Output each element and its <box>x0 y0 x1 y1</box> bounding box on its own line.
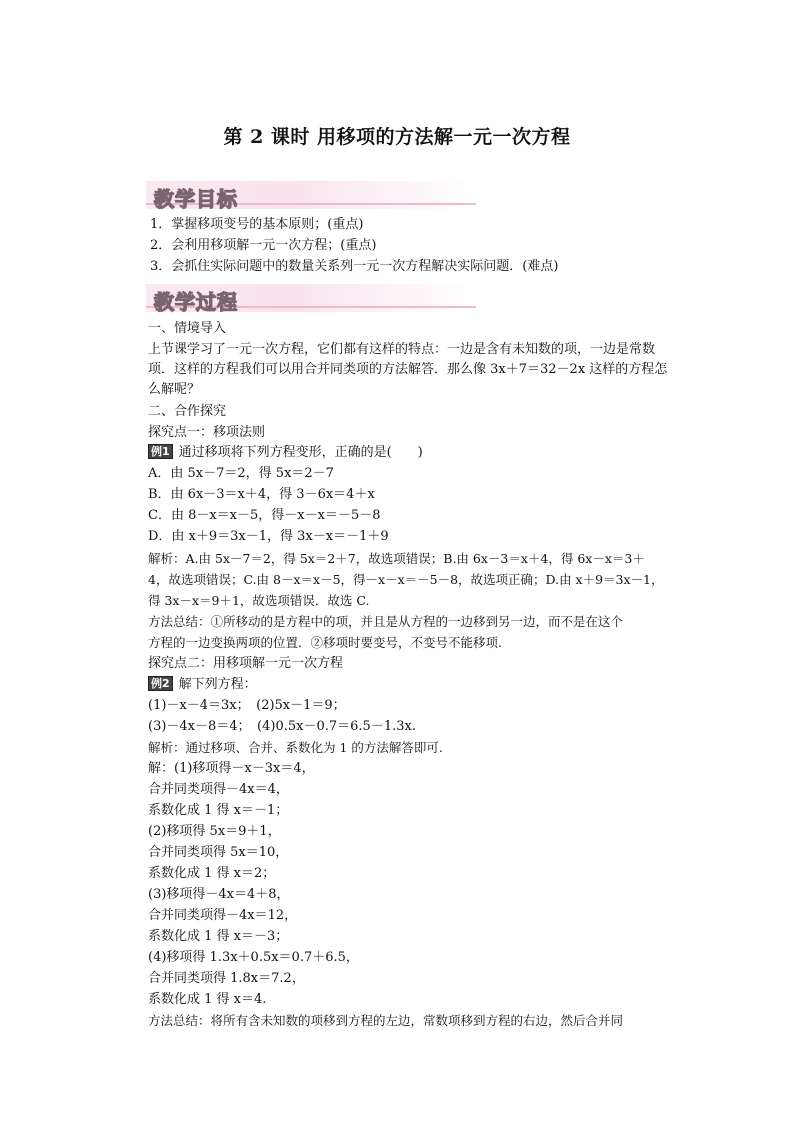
example1-analysis: 4，故选项错误；C.由 8－x＝x－5，得－x－x＝－5－8，故选项正确；D.由 x＋9＝3x－1， <box>148 572 664 587</box>
section-banner-process <box>146 284 476 312</box>
explore-heading: 二、合作探究 <box>148 404 227 419</box>
example1-analysis: 解析：A.由 5x－7＝2，得 5x＝2＋7，故选项错误；B.由 6x－3＝x＋4，得 6x－x＝3＋ <box>148 551 645 566</box>
goal-item: 3．会抓住实际问题中的数量关系列一元一次方程解决实际问题．(难点) <box>150 259 559 274</box>
example2-equations: (3)－4x－8＝4； (4)0.5x－0.7＝6.5－1.3x. <box>148 719 416 734</box>
method-summary-1: 方法总结：①所移动的是方程中的项，并且是从方程的一边移到另一边，而不是在这个 <box>148 614 624 629</box>
example2-badge: 例2 <box>148 676 173 691</box>
solution-line: (2)移项得 5x＝9＋1， <box>148 824 281 839</box>
goal-item: 2．会利用移项解一元一次方程；(重点) <box>150 238 377 253</box>
solution-line: 合并同类项得 1.8x＝7.2， <box>148 971 305 986</box>
solution-line: 系数化成 1 得 x＝4. <box>148 992 267 1007</box>
solution-line: 合并同类项得－4x＝12， <box>148 908 298 923</box>
example1-stem: 例1 通过移项将下列方程变形，正确的是( ) <box>148 444 423 462</box>
example2-analysis: 解析：通过移项、合并、系数化为 1 的方法解答即可. <box>148 740 443 755</box>
solution-line: 合并同类项得－4x＝4， <box>148 782 289 797</box>
solution-line: (3)移项得－4x＝4＋8， <box>148 887 290 902</box>
point1-heading: 探究点一：移项法则 <box>148 425 266 440</box>
option-b: B．由 6x－3＝x＋4，得 3－6x＝4＋x <box>148 487 375 502</box>
option-d: D．由 x＋9＝3x－1，得 3x－x＝－1＋9 <box>148 529 389 544</box>
section-banner-goals <box>146 181 476 209</box>
method-summary-1: 方程的一边变换两项的位置．②移项时要变号，不变号不能移项. <box>148 635 502 650</box>
solution-line: (4)移项得 1.3x＋0.5x＝0.7＋6.5， <box>148 950 359 965</box>
solution-line: 解：(1)移项得－x－3x＝4， <box>148 761 315 776</box>
solution-line: 系数化成 1 得 x＝2； <box>148 866 276 881</box>
example2-stem: 例2 解下列方程： <box>148 676 257 694</box>
example1-analysis: 得 3x－x＝9＋1，故选项错误．故选 C. <box>148 593 370 608</box>
example1-badge: 例1 <box>148 444 173 459</box>
section-heading-goals: 教学目标 <box>154 187 238 211</box>
goal-item: 1．掌握移项变号的基本原则；(重点) <box>150 217 364 232</box>
point2-heading: 探究点二：用移项解一元一次方程 <box>148 656 344 671</box>
solution-line: 系数化成 1 得 x＝－1； <box>148 803 289 818</box>
section-heading-process: 教学过程 <box>154 290 238 314</box>
option-a: A．由 5x－7＝2，得 5x＝2－7 <box>148 466 334 481</box>
solution-line: 系数化成 1 得 x＝－3； <box>148 929 289 944</box>
intro-paragraph: 上节课学习了一元一次方程，它们都有这样的特点：一边是含有未知数的项，一边是常数项．这样的方程我们可以用合并同类项的方法解答．那么像 3x＋7＝32－2x 这样的方程怎么解呢？ <box>148 342 668 397</box>
solution-line: 合并同类项得 5x＝10， <box>148 845 289 860</box>
page-title: 第 2 课时 用移项的方法解一元一次方程 <box>223 126 571 148</box>
method-summary-2: 方法总结：将所有含未知数的项移到方程的左边，常数项移到方程的右边，然后合并同 <box>148 1013 624 1028</box>
example2-equations: (1)－x－4＝3x； (2)5x－1＝9； <box>148 698 346 713</box>
intro-heading: 一、情境导入 <box>148 321 227 336</box>
option-c: C．由 8－x＝x－5，得－x－x＝－5－8 <box>148 508 381 523</box>
